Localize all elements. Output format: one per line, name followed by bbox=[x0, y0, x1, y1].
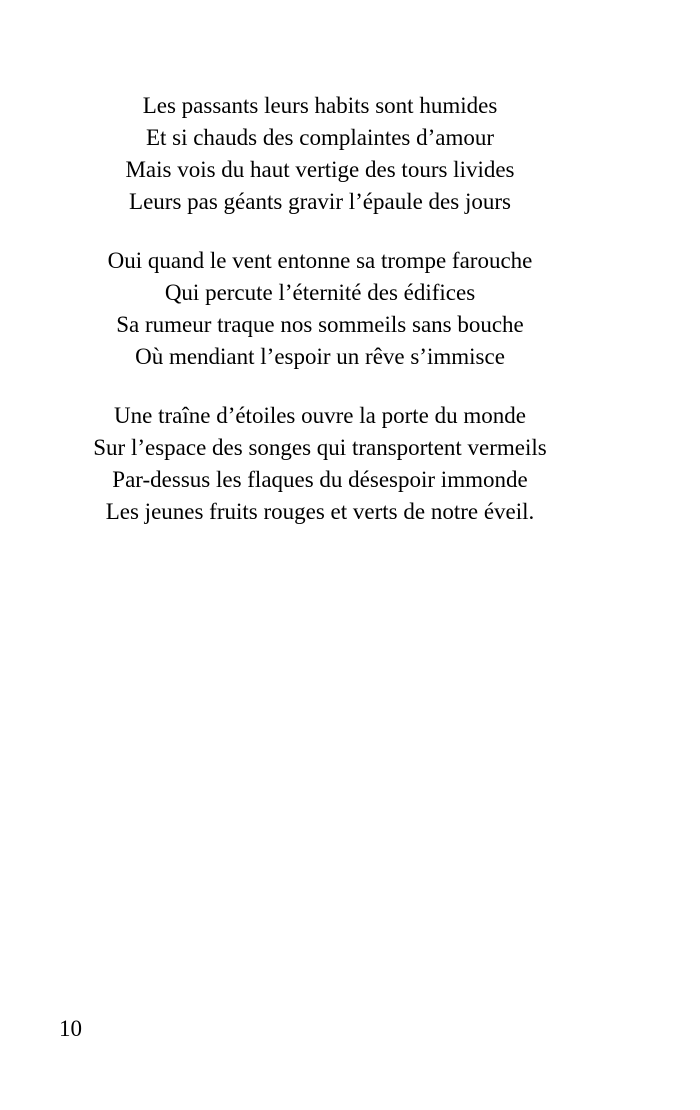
stanza-3 bbox=[0, 400, 640, 528]
poem-line: Les jeunes fruits rouges et verts de notre éveil. bbox=[105, 499, 535, 524]
poem bbox=[0, 90, 640, 555]
poem-line: Mais vois du haut vertige des tours livides bbox=[125, 157, 515, 182]
poem-line: Sa rumeur traque nos sommeils sans bouche bbox=[116, 312, 524, 337]
stanza-1 bbox=[0, 90, 640, 218]
page-number: 10 bbox=[59, 1016, 82, 1041]
poem-line: Oui quand le vent entonne sa trompe farouche bbox=[107, 248, 533, 273]
poem-line: Une traîne d’étoiles ouvre la porte du monde bbox=[114, 403, 526, 428]
stanza-2 bbox=[0, 245, 640, 373]
poem-line: Par-dessus les flaques du désespoir immonde bbox=[112, 467, 528, 492]
poem-line: Sur l’espace des songes qui transportent vermeils bbox=[93, 435, 547, 460]
poem-line: Où mendiant l’espoir un rêve s’immisce bbox=[135, 344, 505, 369]
poem-line: Les passants leurs habits sont humides bbox=[142, 93, 498, 118]
poem-line: Leurs pas géants gravir l’épaule des jours bbox=[129, 189, 511, 214]
poem-line: Qui percute l’éternité des édifices bbox=[164, 280, 476, 305]
poem-line: Et si chauds des complaintes d’amour bbox=[145, 125, 495, 150]
